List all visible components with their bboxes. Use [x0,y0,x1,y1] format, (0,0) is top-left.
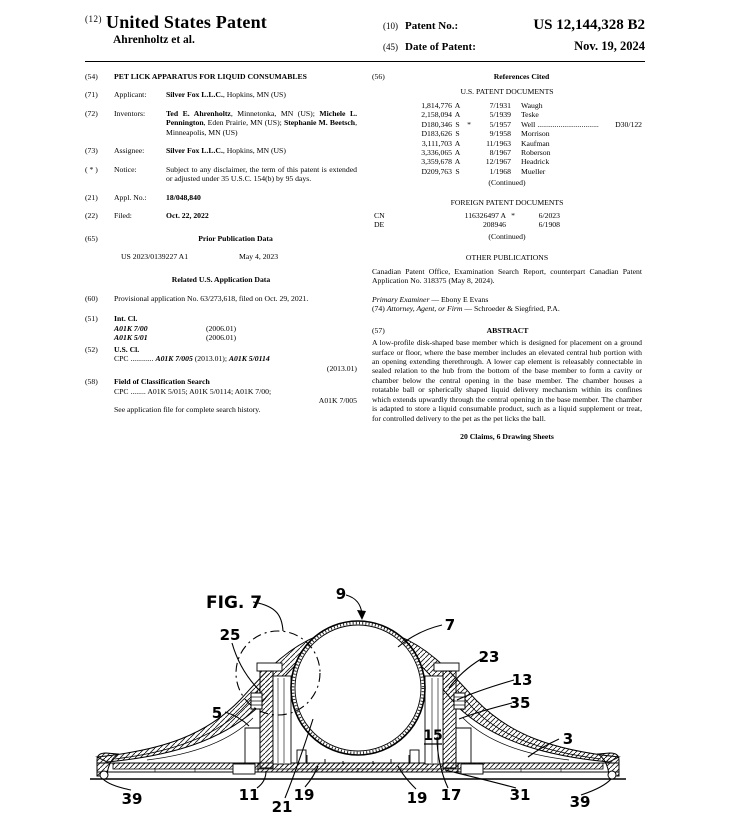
foreign-table [374,211,642,230]
abstract-heading-row [372,326,642,335]
field-code: ( * ) [85,164,98,174]
ref-numeral-19-right: 19 [406,789,428,807]
prior-pub-heading: Prior Publication Data [198,233,273,243]
int-cl-heading: Int. Cl. [114,314,138,324]
hub-step-left [245,728,260,763]
applicant-label: Applicant: [114,90,147,100]
us-patent-table [396,101,642,176]
prior-pub-line [121,252,357,261]
arrowhead-9 [357,610,366,620]
table-row: D180,346 S * 5/1957 Well ................................ D30/122 [421,119,642,129]
search-heading: Field of Classification Search [114,377,210,387]
foreign-continued: (Continued) [488,231,526,241]
field-code: (51) [85,314,98,324]
int-cl-row [114,333,357,342]
field-code: (56) [372,72,385,81]
int-cl-version: (2006.01) [206,323,237,333]
hub-wall-right [443,671,456,768]
field-code: (21) [85,192,98,202]
us-docs-heading: U.S. PATENT DOCUMENTS [460,87,554,97]
ref-numeral-19-left: 19 [293,786,315,804]
field-code: (60) [85,293,98,303]
attorney-line: (74) Attorney, Agent, or Firm — Schroeder & Siegfried, P.A. [372,304,560,314]
figure-title: FIG. 7 [206,593,263,613]
inventor-name: Stephanie M. Beetsch [283,118,356,128]
int-cl-class: A01K 7/00 [114,323,148,333]
table-row: 3,359,678 A 12/1967 Headrick [421,157,550,167]
us-docs-continued: (Continued) [488,178,526,188]
inventors-label: Inventors: [114,108,146,118]
field-int-cl [85,314,357,342]
ref-numeral-23: 23 [478,648,500,666]
date-label: Date of Patent: [405,40,476,53]
publication-date: May 4, 2023 [239,251,279,261]
cup-liner-left [273,676,291,764]
field-code: (65) [85,233,98,243]
field-appl-no [85,193,357,202]
field-code: (22) [85,211,98,221]
ref-numeral-21: 21 [271,798,293,816]
ref-numeral-39-left: 39 [121,790,143,808]
assignee-value: Silver Fox L.L.C., Hopkins, MN (US) [166,146,286,156]
us-cl-heading: U.S. Cl. [114,344,140,354]
left-foot [100,771,108,779]
left-column [85,72,357,424]
field-filed [85,211,357,220]
hub-side-tab-left [233,764,255,774]
assignee-label: Assignee: [114,146,145,156]
ref-numeral-3: 3 [562,730,574,748]
foreign-docs-heading: FOREIGN PATENT DOCUMENTS [450,197,564,207]
table-row: 3,111,703 A 11/1963 Kaufman [421,138,550,148]
field-prior-pub [85,234,357,243]
inventor-line: Ahrenholtz et al. [113,34,195,46]
related-text: Provisional application No. 63/273,618, filed on Oct. 29, 2021. [114,293,309,303]
field-code: (54) [85,72,98,81]
ref-numeral-25: 25 [219,626,241,644]
notice-text: Subject to any disclaimer, the term of this patent is extended or adjusted under 35 U.S.C. 154(b) by 95 days. [166,164,357,184]
appl-no-label: Appl. No.: [114,192,147,202]
inventor-name: Michele L. Pennington [166,108,358,128]
table-row: 3,336,065 A 8/1967 Roberson [421,147,551,157]
ref-numeral-31: 31 [509,786,531,804]
document-type: United States Patent [106,12,267,32]
assignee-name: Silver Fox L.L.C. [166,146,223,156]
ref-numeral-15: 15 [423,728,443,744]
ref-numeral-13: 13 [511,671,533,689]
int-cl-row [114,324,357,333]
field-code: (57) [372,325,385,335]
field-search [85,377,357,415]
field-code: (71) [85,90,98,100]
patent-figure-svg [85,578,645,825]
right-column [372,72,642,442]
skirt-inner-line-left [115,691,258,759]
cup-liner-right [425,676,443,764]
references-heading: References Cited [493,72,550,81]
patent-number: US 12,144,328 B2 [533,17,645,33]
header-rule [85,61,645,62]
claims-line: 20 Claims, 6 Drawing Sheets [460,432,554,442]
ref-numeral-9: 9 [335,585,347,603]
hub-flange-left [257,663,282,671]
int-cl-class: A01K 5/01 [114,333,148,343]
ref-numeral-35: 35 [509,694,531,712]
appl-no-value: 18/048,840 [166,192,201,202]
int-cl-version: (2006.01) [206,333,237,343]
ref-numeral-7: 7 [444,616,456,634]
right-foot [608,771,616,779]
applicant-rest: , Hopkins, MN (US) [222,90,286,100]
table-row: DE 208946 6/1908 [374,220,560,230]
table-row: CN 116326497 A * 6/2023 [374,211,560,221]
kind-code: (12) [85,14,102,24]
table-row: 2,158,094 A 5/1939 Teske [421,110,539,120]
table-row: D183,626 S 9/1958 Morrison [421,129,550,139]
us-cl-cpc-line: CPC ............ A01K 7/005 (2013.01); A01K 5/0114 [114,354,270,364]
field-references [372,72,642,81]
ref-numeral-39-right: 39 [569,793,591,811]
field-related [85,294,357,303]
search-note: See application file for complete search history. [114,405,261,415]
ref-numeral-17: 17 [440,786,462,804]
filed-label: Filed: [114,211,132,221]
search-cpc-line2: A01K 7/005 [318,395,357,405]
notice-label: Notice: [114,164,137,174]
inventors-value: Ted E. Ahrenholtz, Minnetonka, MN (US); Michele L. Pennington, Eden Prairie, MN (US); Stephanie M. Beetsch, Minneapolis, MN (US) [166,108,358,137]
examiner-line: Primary Examiner — Ebony E Evans [372,294,489,304]
search-cpc-line1: CPC ........ A01K 5/015; A01K 5/0114; A01K 7/00; [114,386,272,396]
hub-step-right [456,728,471,763]
field-title [85,72,357,81]
field-us-cl [85,345,357,373]
applicant-name: Silver Fox L.L.C. [166,90,223,100]
filed-value: Oct. 22, 2022 [166,211,209,221]
ref-numeral-5: 5 [211,704,223,722]
header-right [383,12,645,56]
field-code: (72) [85,108,98,118]
invention-title: PET LICK APPARATUS FOR LIQUID CONSUMABLES [114,72,307,81]
hub-side-tab-right [461,764,483,774]
publication-number: US 2023/0139227 A1 [121,251,189,261]
table-row: 1,814,776 A 7/1931 Waugh [421,100,543,110]
table-row: D209,763 S 1/1968 Mueller [421,166,546,176]
abstract-heading: ABSTRACT [486,325,529,335]
hub-flange-right [434,663,459,671]
hub-wall-left [260,671,273,768]
patent-no-label: Patent No.: [405,20,459,32]
inventor-name: Ted E. Ahrenholtz [166,108,231,118]
field-assignee [85,146,357,155]
header [85,12,645,56]
related-data-heading: Related U.S. Application Data [171,275,271,285]
us-cl-cpc-line2: (2013.01) [326,363,357,373]
field-code: (58) [85,377,98,387]
patent-no-code: (10) [383,21,398,31]
date-code: (45) [383,41,398,52]
ref-numeral-11: 11 [238,786,260,804]
other-pubs-heading: OTHER PUBLICATIONS [465,253,549,263]
applicant-value [166,90,357,99]
abstract-text: A low-profile disk-shaped base member which is designed for placement on a ground surface or floor, where the base member includes an elevated central hub portion with an opening extending therethrough. A lower cap element is releasably connectable in sealed relation to the hub from the bottom of the base member to form a cavity or chamber below the central opening in the base member. The chamber houses a rotatable ball or spherically shaped liquid delivery mechanism within its confines which extends upwardly through the central opening in the base member. The chamber is adapted to store a liquid consumable product, such as a liquid supplement or treat, for controlled delivery to the pet as the pet licks the ball. [372,338,642,423]
other-pubs-text: Canadian Patent Office, Examination Search Report, counterpart Canadian Patent Application No. 318375 (May 8, 2024). [372,266,642,286]
field-code: (73) [85,146,98,156]
figure-7-drawing [85,578,645,825]
field-code: (52) [85,344,98,354]
patent-date: Nov. 19, 2024 [574,38,645,53]
field-applicant [85,90,357,99]
header-left [85,12,370,56]
field-notice [85,165,357,184]
field-inventors [85,109,357,137]
